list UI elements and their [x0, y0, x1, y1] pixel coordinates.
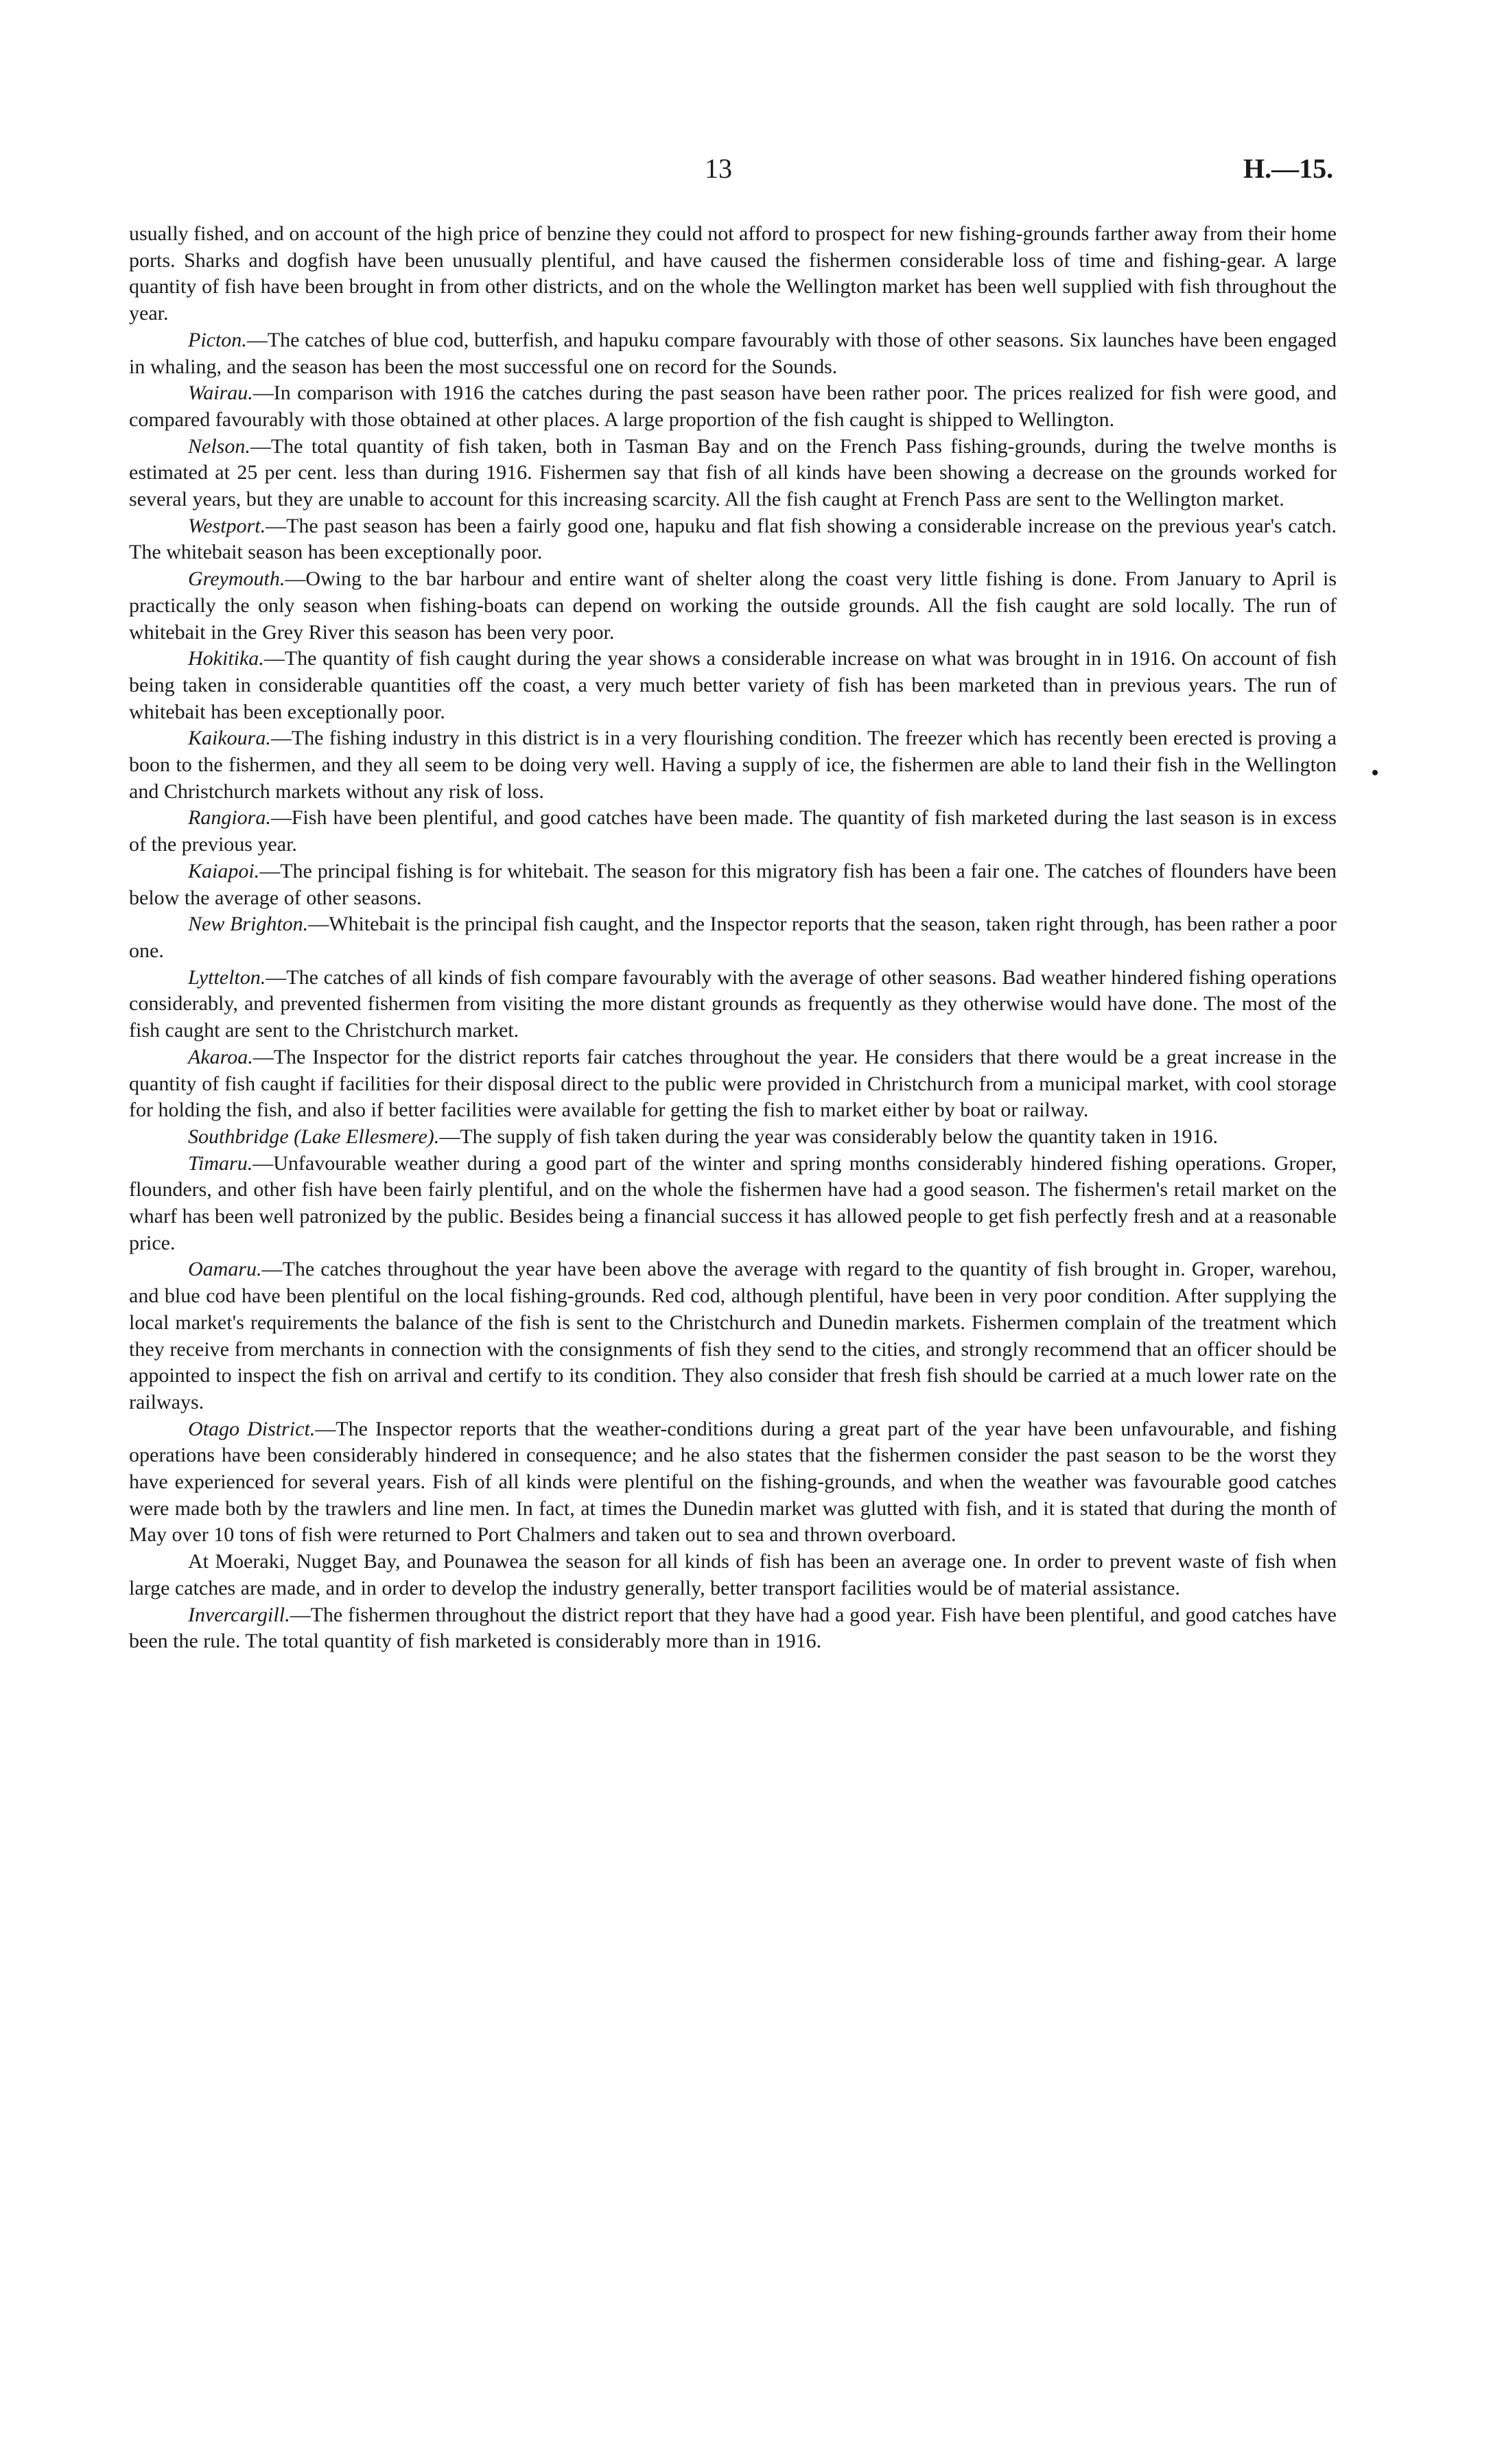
- paragraph-text: —The principal fishing is for whitebait. The season for this migratory fish has been a fair one. The catches of flounders have been below the average of other seasons.: [129, 859, 1337, 909]
- paragraph-westport: [129, 513, 1337, 566]
- paragraph-text: —The catches of blue cod, butterfish, and hapuku compare favourably with those of other seasons. Six launches have been engaged in whaling, and the season has been the most successful one on record for the Sounds.: [129, 328, 1337, 378]
- place-name: Picton.: [188, 328, 247, 351]
- paragraph-text: —The fishing industry in this district is in a very flourishing condition. The freezer which has recently been erected is proving a boon to the fishermen, and they all seem to be doing very well. Having a supply of ice, the fishermen are able to land their fish in the Wellington and Christchurch markets without any risk of loss.: [129, 727, 1337, 803]
- paragraph-lyttelton: [129, 965, 1337, 1044]
- paragraph-picton: [129, 327, 1337, 380]
- paragraph-text: —The catches of all kinds of fish compare favourably with the average of other seasons. Bad weather hindered fishing operations considerably, and prevented fishermen from visiting the more distant grounds as frequently as they otherwise would have done. The most of the fish caught are sent to the Christchurch market.: [129, 965, 1337, 1042]
- place-name: Otago District.: [188, 1417, 316, 1440]
- place-name: Westport.: [188, 514, 266, 537]
- place-name: Wairau.: [188, 382, 253, 405]
- paragraph-continued: [129, 221, 1337, 327]
- paragraph-text: —The past season has been a fairly good one, hapuku and flat fish showing a considerable increase on the previous year's catch. The whitebait season has been exceptionally poor.: [129, 514, 1337, 564]
- place-name: Invercargill.: [188, 1603, 290, 1626]
- place-name: Akaroa.: [188, 1045, 253, 1068]
- paragraph-kaiapoi: [129, 858, 1337, 911]
- place-name: Kaikoura.: [188, 727, 271, 750]
- paragraph-wairau: [129, 380, 1337, 433]
- page-number: 13: [705, 153, 732, 184]
- place-name: Rangiora.: [188, 806, 271, 830]
- place-name: New Brighton.: [188, 913, 309, 936]
- paragraph-text: —Owing to the bar harbour and entire want of shelter along the coast very little fishing is done. From January to April is practically the only season when fishing-boats can depend on working the outside grounds. All the fish caught are sold locally. The run of whitebait in the Grey River this season has been very poor.: [129, 567, 1337, 644]
- paragraph-moeraki: [129, 1549, 1337, 1601]
- paragraph-timaru: [129, 1151, 1337, 1257]
- paragraph-rangiora: [129, 805, 1337, 858]
- paragraph-text: —In comparison with 1916 the catches during the past season have been rather poor. The prices realized for fish were good, and compared favourably with those obtained at other places. A large proportion of the fish caught is shipped to Wellington.: [129, 382, 1337, 431]
- paragraph-text: —The fishermen throughout the district report that they have had a good year. Fish have been plentiful, and good catches have been the rule. The total quantity of fish marketed is considerably more than in 1916.: [129, 1603, 1337, 1653]
- place-name: Greymouth.: [188, 567, 285, 591]
- paragraph-greymouth: [129, 566, 1337, 646]
- paragraph-hokitika: [129, 646, 1337, 725]
- place-name: Hokitika.: [188, 647, 264, 670]
- place-name: Nelson.: [188, 434, 250, 458]
- page-reference: H.—15.: [1243, 153, 1334, 184]
- place-name: Oamaru.: [188, 1258, 262, 1281]
- place-name: Timaru.: [188, 1151, 253, 1175]
- paragraph-new-brighton: [129, 911, 1337, 964]
- paragraph-invercargill: [129, 1602, 1337, 1655]
- paragraph-text: —The Inspector reports that the weather-conditions during a great part of the year have been unfavourable, and fishing operations have been considerably hindered in consequence; and he also states that the fishermen consider the past season to be the worst they have experienced for several years. Fish of all kinds were plentiful on the fishing-grounds, and when the weather was favourable good catches were made both by the trawlers and line men. In fact, at times the Dunedin market was glutted with fish, and it is stated that during the month of May over 10 tons of fish were returned to Port Chalmers and taken out to sea and thrown overboard.: [129, 1417, 1337, 1547]
- paragraph-kaikoura: [129, 725, 1337, 805]
- page-header: [0, 152, 1491, 193]
- place-name: Kaiapoi.: [188, 859, 260, 882]
- place-name: Lyttelton.: [188, 965, 266, 989]
- paragraph-text: At Moeraki, Nugget Bay, and Pounawea the season for all kinds of fish has been an average one. In order to prevent waste of fish when large catches are made, and in order to develop the industry generally, better transport facilities would be of material assistance.: [129, 1550, 1337, 1599]
- paragraph-text: —The quantity of fish caught during the year shows a considerable increase on what was brought in in 1916. On account of fish being taken in considerable quantities off the coast, a very much better variety of fish has been marketed than in previous years. The run of whitebait has been exceptionally poor.: [129, 647, 1337, 723]
- paragraph-nelson: [129, 434, 1337, 513]
- report-body: [129, 221, 1337, 1655]
- paragraph-text: usually fished, and on account of the high price of benzine they could not afford to prospect for new fishing-grounds farther away from their home ports. Sharks and dogfish have been unusually plentiful, and have caused the fishermen considerable loss of time and fishing-gear. A large quantity of fish have been brought in from other districts, and on the whole the Wellington market has been well supplied with fish throughout the year.: [129, 222, 1337, 325]
- paragraph-text: —The supply of fish taken during the year was considerably below the quantity taken in 1916.: [439, 1125, 1219, 1148]
- paragraph-southbridge: [129, 1124, 1337, 1151]
- paragraph-text: —Fish have been plentiful, and good catches have been made. The quantity of fish marketed during the last season is in excess of the previous year.: [129, 806, 1337, 856]
- paragraph-akaroa: [129, 1044, 1337, 1124]
- margin-mark: [1372, 770, 1378, 775]
- paragraph-oamaru: [129, 1256, 1337, 1416]
- paragraph-text: —The Inspector for the district reports fair catches throughout the year. He considers that there would be a great increase in the quantity of fish caught if facilities for their disposal direct to the public were provided in Christchurch from a municipal market, with cool storage for holding the fish, and also if better facilities were available for getting the fish to market either by boat or railway.: [129, 1045, 1337, 1122]
- paragraph-text: —The catches throughout the year have been above the average with regard to the quantity of fish brought in. Groper, warehou, and blue cod have been plentiful on the local fishing-grounds. Red cod, although plentiful, have been in very poor condition. After supplying the local market's requirements the balance of the fish is sent to the Christchurch and Dunedin markets. Fishermen complain of the treatment which they receive from merchants in connection with the consignments of fish they send to the cities, and strongly recommend that an officer should be appointed to inspect the fish on arrival and certify to its condition. They also consider that fresh fish should be carried at a much lower rate on the railways.: [129, 1258, 1337, 1413]
- paragraph-text: —Unfavourable weather during a good part of the winter and spring months considerably hindered fishing operations. Groper, flounders, and other fish have been fairly plentiful, and on the whole the fishermen have had a good season. The fishermen's retail market on the wharf has been well patronized by the public. Besides being a financial success it has allowed people to get fish perfectly fresh and at a reasonable price.: [129, 1151, 1337, 1254]
- paragraph-otago-district: [129, 1416, 1337, 1549]
- paragraph-text: —Whitebait is the principal fish caught, and the Inspector reports that the season, taken right through, has been rather a poor one.: [129, 913, 1337, 962]
- paragraph-text: —The total quantity of fish taken, both in Tasman Bay and on the French Pass fishing-grounds, during the twelve months is estimated at 25 per cent. less than during 1916. Fishermen say that fish of all kinds have been showing a decrease on the grounds worked for several years, but they are unable to account for this increasing scarcity. All the fish caught at French Pass are sent to the Wellington market.: [129, 434, 1337, 511]
- place-name: Southbridge (Lake Ellesmere).: [188, 1125, 440, 1148]
